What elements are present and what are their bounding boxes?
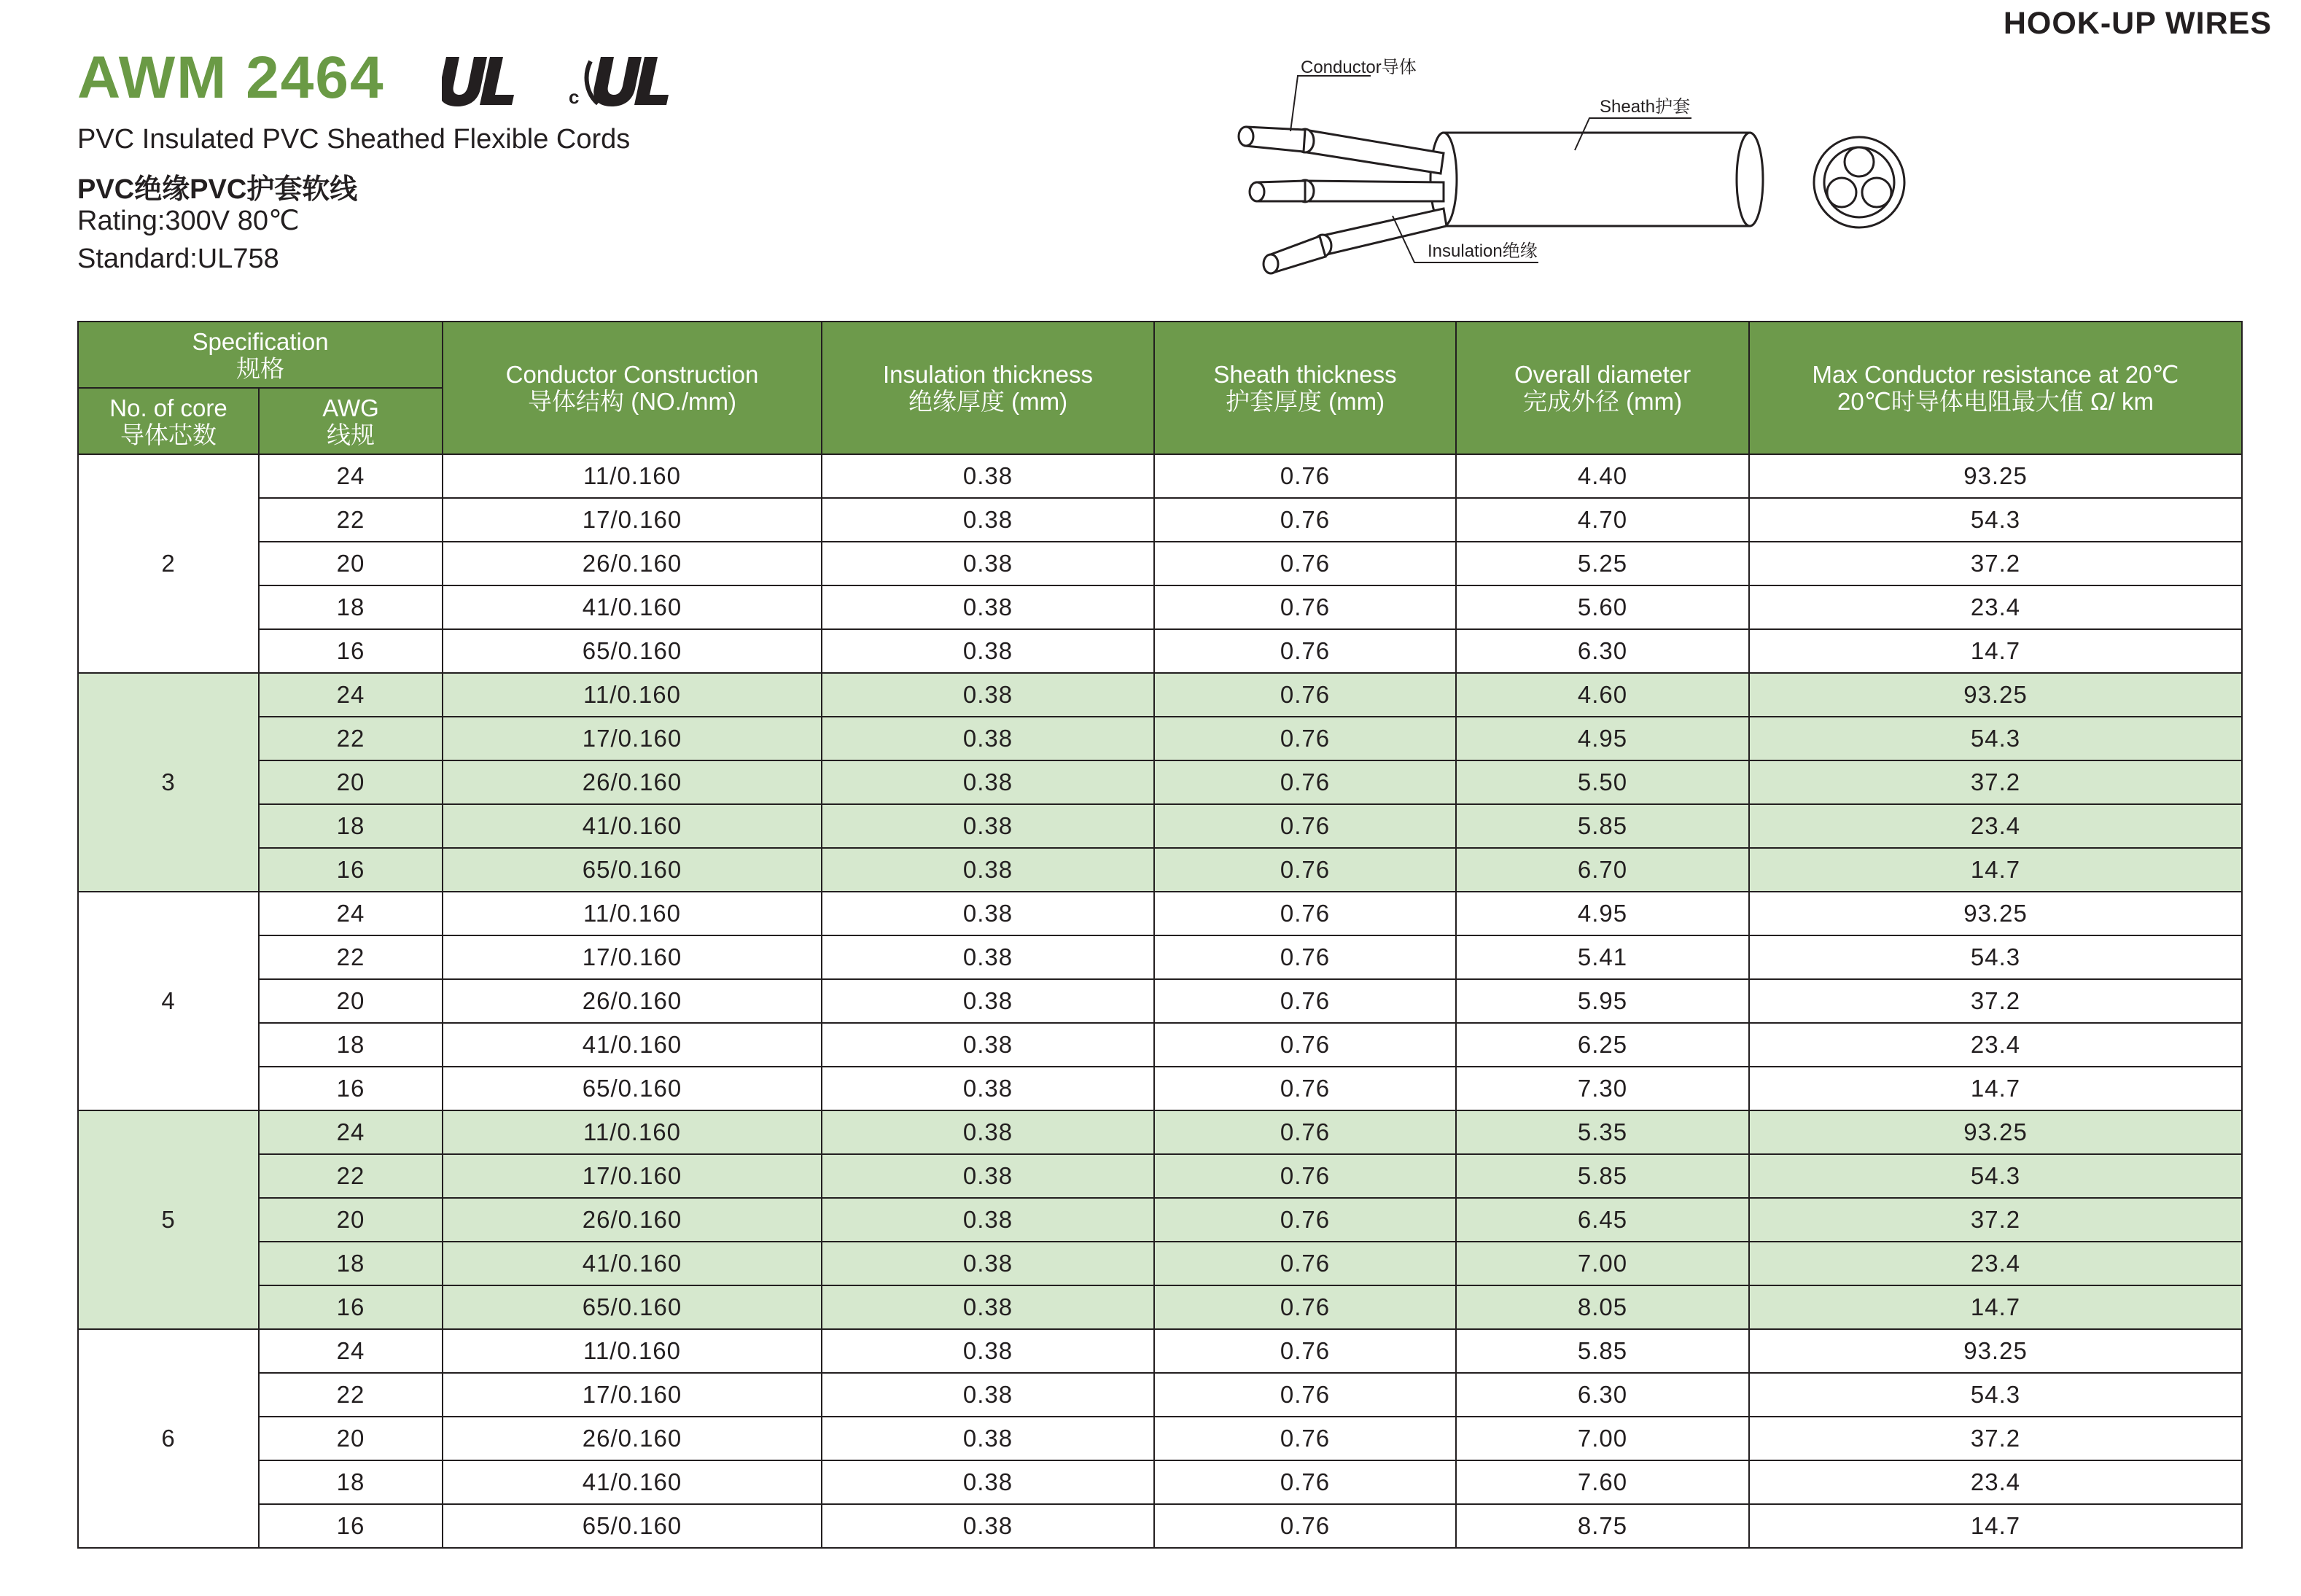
table-row <box>78 979 2242 1023</box>
table-row <box>78 760 2242 804</box>
awg-cell: 20 <box>259 760 443 804</box>
sheath-cell: 0.76 <box>1154 1460 1456 1504</box>
diameter-cell: 5.50 <box>1456 760 1749 804</box>
awg-cell: 18 <box>259 804 443 848</box>
conductor-cell: 41/0.160 <box>443 1023 822 1067</box>
diameter-cell: 6.30 <box>1456 1373 1749 1417</box>
resistance-cell: 37.2 <box>1749 1198 2242 1242</box>
conductor-cell: 41/0.160 <box>443 1460 822 1504</box>
diameter-cell: 5.95 <box>1456 979 1749 1023</box>
conductor-cell: 26/0.160 <box>443 542 822 585</box>
callout-insulation: Insulation绝缘 <box>1428 241 1538 261</box>
table-row <box>78 542 2242 585</box>
conductor-cell: 41/0.160 <box>443 804 822 848</box>
insulation-cell: 0.38 <box>822 979 1154 1023</box>
awg-cell: 20 <box>259 542 443 585</box>
awg-cell: 18 <box>259 1242 443 1285</box>
diameter-cell: 8.75 <box>1456 1504 1749 1548</box>
sheath-cell: 0.76 <box>1154 1373 1456 1417</box>
sheath-cell: 0.76 <box>1154 848 1456 892</box>
awg-cell: 22 <box>259 717 443 760</box>
diameter-cell: 4.60 <box>1456 673 1749 717</box>
table-row <box>78 1067 2242 1110</box>
sheath-cell: 0.76 <box>1154 585 1456 629</box>
insulation-cell: 0.38 <box>822 1242 1154 1285</box>
sheath-cell: 0.76 <box>1154 454 1456 498</box>
sheath-cell: 0.76 <box>1154 1417 1456 1460</box>
insulation-cell: 0.38 <box>822 498 1154 542</box>
resistance-cell: 23.4 <box>1749 585 2242 629</box>
insulation-cell: 0.38 <box>822 717 1154 760</box>
conductor-cell: 17/0.160 <box>443 1373 822 1417</box>
awg-cell: 16 <box>259 629 443 673</box>
insulation-cell: 0.38 <box>822 848 1154 892</box>
sheath-cell: 0.76 <box>1154 1023 1456 1067</box>
insulation-cell: 0.38 <box>822 1417 1154 1460</box>
insulation-cell: 0.38 <box>822 1504 1154 1548</box>
awg-cell: 18 <box>259 585 443 629</box>
sheath-cell: 0.76 <box>1154 1242 1456 1285</box>
diameter-cell: 7.60 <box>1456 1460 1749 1504</box>
insulation-cell: 0.38 <box>822 1460 1154 1504</box>
diameter-cell: 6.45 <box>1456 1198 1749 1242</box>
callout-sheath: Sheath护套 <box>1600 97 1691 117</box>
conductor-cell: 65/0.160 <box>443 848 822 892</box>
sheath-cell: 0.76 <box>1154 1329 1456 1373</box>
resistance-cell: 14.7 <box>1749 629 2242 673</box>
conductor-cell: 65/0.160 <box>443 1504 822 1548</box>
core-count-cell: 4 <box>78 892 259 1110</box>
sheath-cell: 0.76 <box>1154 804 1456 848</box>
conductor-cell: 26/0.160 <box>443 1417 822 1460</box>
diameter-cell: 7.00 <box>1456 1242 1749 1285</box>
diameter-cell: 6.25 <box>1456 1023 1749 1067</box>
diameter-cell: 5.85 <box>1456 804 1749 848</box>
cable-cores-icon <box>1239 127 1447 273</box>
awg-cell: 16 <box>259 1504 443 1548</box>
table-row <box>78 892 2242 935</box>
diameter-cell: 6.30 <box>1456 629 1749 673</box>
table-row <box>78 1285 2242 1329</box>
sheath-cell: 0.76 <box>1154 673 1456 717</box>
insulation-cell: 0.38 <box>822 629 1154 673</box>
header-awg: AWG 线规 <box>259 388 443 454</box>
table-row <box>78 935 2242 979</box>
insulation-cell: 0.38 <box>822 892 1154 935</box>
diameter-cell: 5.25 <box>1456 542 1749 585</box>
resistance-cell: 54.3 <box>1749 498 2242 542</box>
header-resistance: Max Conductor resistance at 20℃ 20℃时导体电阻最大值 Ω/ km <box>1749 322 2242 454</box>
insulation-cell: 0.38 <box>822 1023 1154 1067</box>
cable-sheath-icon <box>1430 133 1763 226</box>
conductor-cell: 17/0.160 <box>443 498 822 542</box>
insulation-cell: 0.38 <box>822 542 1154 585</box>
awg-cell: 16 <box>259 1285 443 1329</box>
diameter-cell: 5.60 <box>1456 585 1749 629</box>
resistance-cell: 37.2 <box>1749 542 2242 585</box>
ul-listed-icon <box>442 54 522 106</box>
table-row <box>78 1023 2242 1067</box>
header-core: No. of core 导体芯数 <box>78 388 259 454</box>
insulation-cell: 0.38 <box>822 1067 1154 1110</box>
awg-cell: 18 <box>259 1023 443 1067</box>
core-count-cell: 3 <box>78 673 259 892</box>
sheath-cell: 0.76 <box>1154 892 1456 935</box>
insulation-cell: 0.38 <box>822 1110 1154 1154</box>
spec-table <box>77 321 2243 1549</box>
diameter-cell: 4.40 <box>1456 454 1749 498</box>
conductor-cell: 17/0.160 <box>443 717 822 760</box>
conductor-cell: 41/0.160 <box>443 585 822 629</box>
awg-cell: 20 <box>259 1198 443 1242</box>
resistance-cell: 23.4 <box>1749 1460 2242 1504</box>
resistance-cell: 37.2 <box>1749 760 2242 804</box>
table-row <box>78 498 2242 542</box>
table-row <box>78 848 2242 892</box>
core-count-cell: 6 <box>78 1329 259 1548</box>
table-row <box>78 1460 2242 1504</box>
sheath-cell: 0.76 <box>1154 760 1456 804</box>
awg-cell: 22 <box>259 498 443 542</box>
header-diameter: Overall diameter 完成外径 (mm) <box>1456 322 1749 454</box>
insulation-cell: 0.38 <box>822 1198 1154 1242</box>
insulation-cell: 0.38 <box>822 454 1154 498</box>
standard-line: Standard:UL758 <box>77 244 279 274</box>
table-row <box>78 673 2242 717</box>
awg-cell: 24 <box>259 1110 443 1154</box>
conductor-cell: 65/0.160 <box>443 629 822 673</box>
header-conductor: Conductor Construction 导体结构 (NO./mm) <box>443 322 822 454</box>
table-row <box>78 585 2242 629</box>
awg-cell: 24 <box>259 454 443 498</box>
conductor-cell: 26/0.160 <box>443 760 822 804</box>
conductor-cell: 11/0.160 <box>443 1110 822 1154</box>
diameter-cell: 5.41 <box>1456 935 1749 979</box>
diameter-cell: 7.30 <box>1456 1067 1749 1110</box>
conductor-cell: 26/0.160 <box>443 979 822 1023</box>
conductor-cell: 17/0.160 <box>443 935 822 979</box>
resistance-cell: 23.4 <box>1749 1242 2242 1285</box>
sheath-cell: 0.76 <box>1154 935 1456 979</box>
sheath-cell: 0.76 <box>1154 1285 1456 1329</box>
product-title-en: PVC Insulated PVC Sheathed Flexible Cords <box>77 124 631 155</box>
table-row <box>78 454 2242 498</box>
resistance-cell: 23.4 <box>1749 1023 2242 1067</box>
callout-conductor: Conductor导体 <box>1301 58 1417 77</box>
sheath-cell: 0.76 <box>1154 542 1456 585</box>
insulation-cell: 0.38 <box>822 1329 1154 1373</box>
sheath-cell: 0.76 <box>1154 1067 1456 1110</box>
conductor-cell: 17/0.160 <box>443 1154 822 1198</box>
resistance-cell: 54.3 <box>1749 1154 2242 1198</box>
diameter-cell: 5.35 <box>1456 1110 1749 1154</box>
diameter-cell: 4.95 <box>1456 892 1749 935</box>
insulation-cell: 0.38 <box>822 1373 1154 1417</box>
conductor-cell: 65/0.160 <box>443 1067 822 1110</box>
c-ul-recognized-icon <box>583 54 678 106</box>
c-mark-letter: c <box>569 86 580 108</box>
conductor-cell: 41/0.160 <box>443 1242 822 1285</box>
resistance-cell: 93.25 <box>1749 454 2242 498</box>
sheath-cell: 0.76 <box>1154 717 1456 760</box>
awg-cell: 22 <box>259 1154 443 1198</box>
conductor-cell: 26/0.160 <box>443 1198 822 1242</box>
table-row <box>78 1373 2242 1417</box>
insulation-cell: 0.38 <box>822 760 1154 804</box>
resistance-cell: 54.3 <box>1749 717 2242 760</box>
diameter-cell: 4.70 <box>1456 498 1749 542</box>
awg-cell: 20 <box>259 1417 443 1460</box>
resistance-cell: 37.2 <box>1749 1417 2242 1460</box>
conductor-cell: 65/0.160 <box>443 1285 822 1329</box>
diameter-cell: 5.85 <box>1456 1329 1749 1373</box>
sheath-cell: 0.76 <box>1154 979 1456 1023</box>
cross-section-icon <box>1814 137 1904 227</box>
rating-line: Rating:300V 80℃ <box>77 206 300 236</box>
conductor-cell: 11/0.160 <box>443 1329 822 1373</box>
awg-cell: 22 <box>259 1373 443 1417</box>
diameter-cell: 6.70 <box>1456 848 1749 892</box>
header-insulation: Insulation thickness 绝缘厚度 (mm) <box>822 322 1154 454</box>
awg-cell: 16 <box>259 1067 443 1110</box>
awg-cell: 18 <box>259 1460 443 1504</box>
diameter-cell: 8.05 <box>1456 1285 1749 1329</box>
resistance-cell: 14.7 <box>1749 1067 2242 1110</box>
insulation-cell: 0.38 <box>822 585 1154 629</box>
awg-cell: 16 <box>259 848 443 892</box>
diameter-cell: 5.85 <box>1456 1154 1749 1198</box>
table-row <box>78 1154 2242 1198</box>
table-row <box>78 1417 2242 1460</box>
table-row <box>78 1110 2242 1154</box>
conductor-cell: 11/0.160 <box>443 454 822 498</box>
resistance-cell: 14.7 <box>1749 1285 2242 1329</box>
header-sheath: Sheath thickness 护套厚度 (mm) <box>1154 322 1456 454</box>
resistance-cell: 54.3 <box>1749 1373 2242 1417</box>
table-row <box>78 1504 2242 1548</box>
header-specification: Specification 规格 <box>78 322 443 388</box>
sheath-cell: 0.76 <box>1154 1154 1456 1198</box>
resistance-cell: 93.25 <box>1749 892 2242 935</box>
awg-cell: 24 <box>259 1329 443 1373</box>
sheath-cell: 0.76 <box>1154 629 1456 673</box>
sheath-cell: 0.76 <box>1154 498 1456 542</box>
table-row <box>78 1198 2242 1242</box>
resistance-cell: 37.2 <box>1749 979 2242 1023</box>
page-section-label: HOOK-UP WIRES <box>2003 6 2272 41</box>
insulation-cell: 0.38 <box>822 673 1154 717</box>
resistance-cell: 14.7 <box>1749 1504 2242 1548</box>
awg-cell: 24 <box>259 673 443 717</box>
conductor-cell: 11/0.160 <box>443 892 822 935</box>
diameter-cell: 4.95 <box>1456 717 1749 760</box>
table-row <box>78 717 2242 760</box>
awg-cell: 24 <box>259 892 443 935</box>
awg-cell: 22 <box>259 935 443 979</box>
diameter-cell: 7.00 <box>1456 1417 1749 1460</box>
insulation-cell: 0.38 <box>822 935 1154 979</box>
table-row <box>78 804 2242 848</box>
resistance-cell: 93.25 <box>1749 1329 2242 1373</box>
core-count-cell: 2 <box>78 454 259 673</box>
product-title-cn: PVC绝缘PVC护套软线 <box>77 174 358 205</box>
sheath-cell: 0.76 <box>1154 1504 1456 1548</box>
table-row <box>78 629 2242 673</box>
table-row <box>78 1329 2242 1373</box>
resistance-cell: 54.3 <box>1749 935 2242 979</box>
sheath-cell: 0.76 <box>1154 1110 1456 1154</box>
insulation-cell: 0.38 <box>822 1285 1154 1329</box>
awg-cell: 20 <box>259 979 443 1023</box>
cable-diagram <box>1225 51 1939 292</box>
resistance-cell: 93.25 <box>1749 1110 2242 1154</box>
sheath-cell: 0.76 <box>1154 1198 1456 1242</box>
model-title: AWM 2464 <box>77 44 385 111</box>
resistance-cell: 93.25 <box>1749 673 2242 717</box>
resistance-cell: 23.4 <box>1749 804 2242 848</box>
insulation-cell: 0.38 <box>822 1154 1154 1198</box>
conductor-cell: 11/0.160 <box>443 673 822 717</box>
table-row <box>78 1242 2242 1285</box>
resistance-cell: 14.7 <box>1749 848 2242 892</box>
insulation-cell: 0.38 <box>822 804 1154 848</box>
core-count-cell: 5 <box>78 1110 259 1329</box>
